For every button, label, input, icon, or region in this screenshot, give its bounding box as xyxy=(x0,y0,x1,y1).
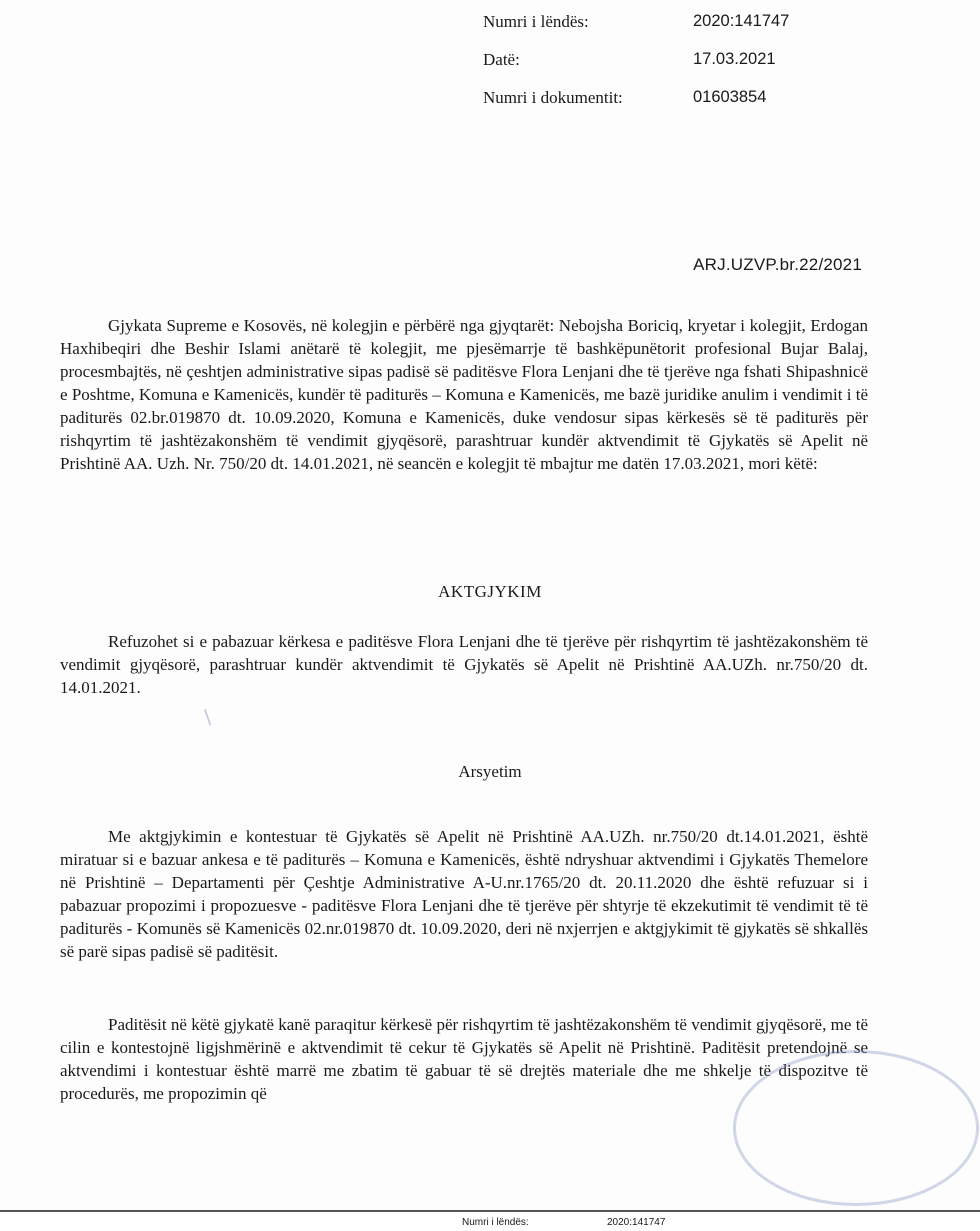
document-number-row xyxy=(483,88,863,126)
reasoning-heading: Arsyetim xyxy=(458,762,522,781)
date-value: 17.03.2021 xyxy=(693,50,776,68)
document-number-label: Numri i dokumentit: xyxy=(483,88,623,107)
reasoning-paragraph-1: Me aktgjykimin e kontestuar të Gjykatës së Apelit në Prishtinë AA.UZh. nr.750/20 dt.14.01.2021, është miratuar si e bazuar ankesa e të paditurës – Komuna e Kamenicës, është ndryshuar aktvendimi i Gjykatës Themelore në Prishtinë – Departamenti për Çeshtje Administrative A-U.nr.1765/20 dt. 20.11.2020 dhe është refuzuar si i pabazuar propozimi i propozuesve - paditësve Flora Lenjani dhe të tjerëve për shtyrje të ekzekutimit të vendimit të të paditurës - Komunës së Kamenicës 02.nr.019870 dt. 10.09.2020, deri në nxjerrjen e aktgjykimit të gjykatës së shkallës së parë sipas padisë së paditësit. xyxy=(60,827,868,961)
footer-case-number-label: Numri i lëndës: xyxy=(462,1217,529,1228)
case-number-value: 2020:141747 xyxy=(693,12,790,30)
document-header xyxy=(483,12,863,126)
court-stamp xyxy=(733,1050,979,1206)
footer-case-number-value: 2020:141747 xyxy=(607,1217,666,1228)
case-number-label: Numri i lëndës: xyxy=(483,12,589,31)
date-row xyxy=(483,50,863,88)
pen-mark: / xyxy=(198,705,218,730)
ruling-paragraph: Refuzohet si e pabazuar kërkesa e paditësve Flora Lenjani dhe të tjerëve për rishqyrtim të jashtëzakonshëm të vendimit gjyqësorë, parashtruar kundër aktvendimit të Gjykatës së Apelit në Prishtinë AA.UZh. nr.750/20 dt. 14.01.2021. xyxy=(60,632,868,697)
document-number-value: 01603854 xyxy=(693,88,767,106)
reasoning-paragraph-2: Paditësit në këtë gjykatë kanë paraqitur kërkesë për rishqyrtim të jashtëzakonshëm të vendimit gjyqësorë, me të cilin e kontestojnë ligjshmërinë e aktvendimit të cekur të Gjykatës së Apelit në Prishtinë. Paditësit pretendojnë se aktvendimi i kontestuar është marrë me zbatim të gabuar të së drejtës materiale dhe me shkelje të dispozitve të procedurës, me propozimin që xyxy=(60,1015,868,1103)
case-reference: ARJ.UZVP.br.22/2021 xyxy=(693,255,862,274)
intro-paragraph: Gjykata Supreme e Kosovës, në kolegjin e përbërë nga gjyqtarët: Nebojsha Boriciq, kryetar i kolegjit, Erdogan Haxhibeqiri dhe Beshir Islami anëtarë të kolegjit, me pjesëmarrje të bashkëpunëtorit profesional Bujar Balaj, procesmbajtës, në çeshtjen administrative sipas padisë së paditësve Flora Lenjani dhe të tjerëve nga fshati Shipashnicë e Poshtme, Komuna e Kamenicës, kundër të paditurës – Komuna e Kamenicës, me bazë juridike anulim i vendimit i të paditurës 02.br.019870 dt. 10.09.2020, Komuna e Kamenicës, duke vendosur sipas kërkesës së të paditurës për rishqyrtim të jashtëzakonshëm të vendimit gjyqësorë, parashtruar kundër aktvendimit të Gjykatës së Apelit në Prishtinë AA. Uzh. Nr. 750/20 dt. 14.01.2021, në seancën e kolegjit të mbajtur me datën 17.03.2021, mori këtë: xyxy=(60,316,868,473)
case-number-row xyxy=(483,12,863,50)
ruling-heading: AKTGJYKIM xyxy=(438,582,542,601)
page-footer xyxy=(0,1212,980,1231)
date-label: Datë: xyxy=(483,50,520,69)
